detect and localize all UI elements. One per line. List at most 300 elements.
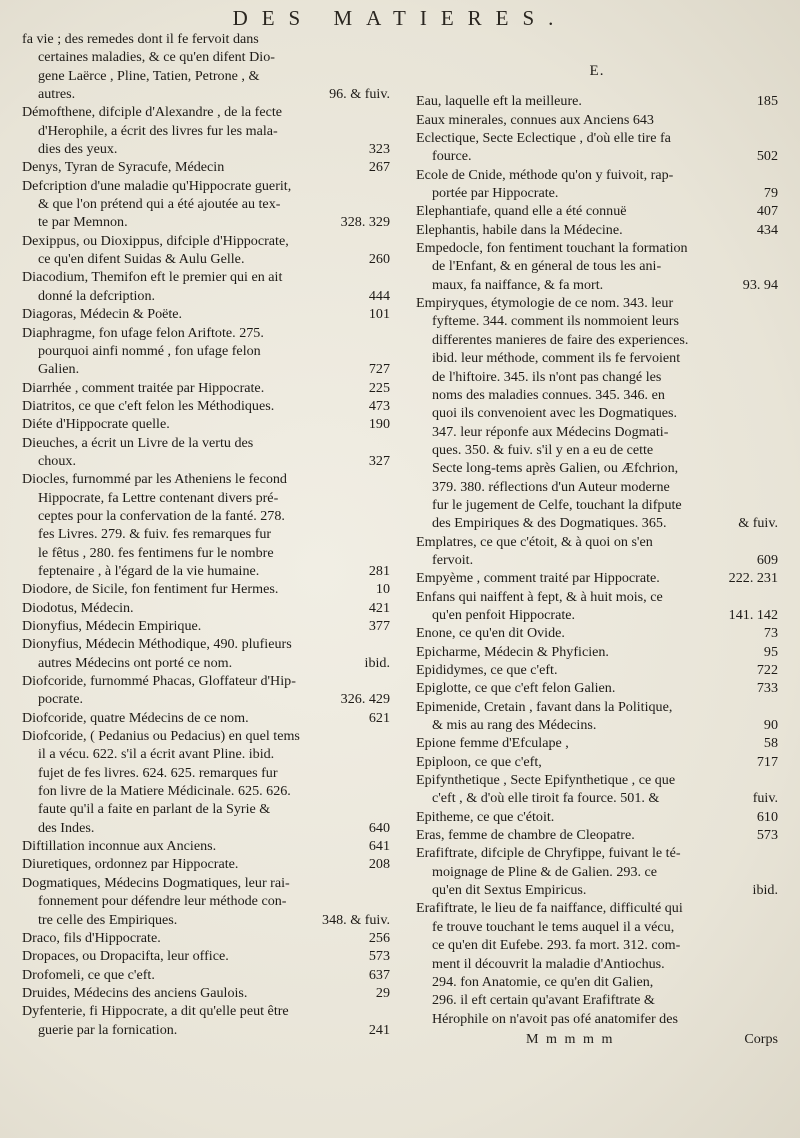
index-entry: [22, 947, 390, 965]
entry-text: Diarrhée , comment traitée par Hippocrate.: [22, 379, 265, 396]
entry-first-line: [22, 103, 390, 121]
entry-text: Defcription d'une maladie qu'Hippocrate guerit,: [22, 177, 292, 194]
entry-text: Diacodium, Themifon eft le premier qui en ait: [22, 269, 283, 286]
entry-text: quoi ils convenoient avec les Dogmatiques.: [432, 405, 678, 422]
entry-continuation-line: [22, 819, 390, 837]
entry-first-line: [416, 753, 778, 771]
index-entry: [416, 92, 778, 110]
entry-text: fonnement pour défendre leur méthode con-: [38, 893, 287, 910]
entry-text: Epifynthetique , Secte Epifynthetique , ce que: [416, 772, 676, 789]
entry-continuation-line: [22, 85, 390, 103]
page-reference: 609: [756, 551, 778, 568]
page-reference: 10: [375, 581, 390, 598]
entry-continuation-line: [416, 1010, 778, 1028]
entry-continuation-line: [416, 606, 778, 624]
index-entry: [22, 874, 390, 929]
entry-text: Diftillation inconnue aux Anciens.: [22, 838, 217, 855]
entry-text: choux.: [38, 452, 76, 469]
index-entry: [22, 929, 390, 947]
entry-text: fervoit.: [432, 551, 474, 568]
entry-continuation-line: [22, 562, 390, 580]
entry-continuation-line: [416, 257, 778, 275]
page-reference: 421: [368, 599, 390, 616]
entry-text: Epicharme, Médecin & Phyficien.: [416, 643, 609, 660]
page-reference: 641: [368, 838, 390, 855]
page-reference: 267: [368, 159, 390, 176]
entry-text: Empiryques, étymologie de ce nom. 343. leur: [416, 295, 674, 312]
entry-text: fyfteme. 344. comment ils nommoient leurs: [432, 313, 679, 330]
entry-first-line: [416, 679, 778, 697]
page-reference: 502: [756, 148, 778, 165]
index-entry: [22, 103, 390, 158]
index-entry: [22, 855, 390, 873]
entry-first-line: [22, 30, 390, 48]
entry-text: fe trouve touchant le tems auquel il a vécu,: [432, 918, 675, 935]
index-entry: [416, 129, 778, 166]
index-entry: [416, 202, 778, 220]
page-reference: 377: [368, 618, 390, 634]
entry-text: & mis au rang des Médecins.: [432, 717, 597, 734]
index-entry: [416, 679, 778, 697]
page-reference: 573: [756, 827, 778, 844]
entry-first-line: [22, 947, 390, 965]
page-reference: fuiv.: [752, 790, 778, 807]
entry-first-line: [416, 588, 778, 606]
page-reference: 260: [368, 251, 390, 268]
index-entry: [416, 569, 778, 587]
entry-text: differentes manieres de faire des experiences.: [432, 331, 689, 348]
entry-first-line: [416, 239, 778, 257]
index-entry: [416, 239, 778, 294]
entry-text: faute qu'il a faite en parlant de la Syrie &: [38, 801, 271, 818]
entry-text: donné la defcription.: [38, 287, 156, 304]
index-entry: [22, 305, 390, 323]
entry-text: fa vie ; des remedes dont il fe fervoit dans: [22, 31, 259, 47]
entry-first-line: [22, 837, 390, 855]
index-entry: [22, 379, 390, 397]
entry-continuation-line: [416, 441, 778, 459]
entry-text: guerie par la fornication.: [38, 1021, 178, 1038]
entry-text: autres.: [38, 86, 76, 103]
index-entry: [416, 734, 778, 752]
page-reference: 185: [756, 93, 778, 110]
page-reference: 141. 142: [728, 606, 778, 623]
page-reference: 79: [763, 185, 778, 202]
index-entry: [22, 966, 390, 984]
page-reference: 58: [763, 735, 778, 752]
entry-text: fes Livres. 279. & fuiv. fes remarques fur: [38, 526, 272, 543]
index-entry: [416, 826, 778, 844]
entry-continuation-line: [22, 122, 390, 140]
entry-text: Diofcoride, quatre Médecins de ce nom.: [22, 709, 249, 726]
entry-text: Draco, fils d'Hippocrate.: [22, 929, 161, 946]
index-entry: [416, 771, 778, 808]
entry-continuation-line: [22, 360, 390, 378]
index-entry: [22, 635, 390, 672]
entry-first-line: [416, 624, 778, 642]
entry-text: te par Memnon.: [38, 214, 128, 231]
entry-first-line: [416, 166, 778, 184]
entry-text: fujet de fes livres. 624. 625. remarques fur: [38, 764, 278, 781]
entry-first-line: [22, 929, 390, 947]
page-reference: 241: [368, 1021, 390, 1038]
entry-text: 296. il eft certain qu'avant Erafiftrate &: [432, 992, 655, 1009]
entry-text: Epiglotte, ce que c'eft felon Galien.: [416, 680, 616, 697]
entry-text: c'eft , & d'où elle tiroit fa fource. 501. &: [432, 790, 660, 807]
index-entry: [416, 533, 778, 570]
entry-text: Hérophile on n'avoit pas ofé anatomifer des: [432, 1010, 678, 1027]
entry-continuation-line: [416, 184, 778, 202]
entry-first-line: [22, 268, 390, 286]
entry-continuation-line: [416, 496, 778, 514]
entry-continuation-line: [22, 544, 390, 562]
entry-text: Dyfenterie, fi Hippocrate, a dit qu'elle peut être: [22, 1003, 289, 1020]
page-reference: 348. & fuiv.: [322, 911, 390, 928]
page-reference: ibid.: [752, 882, 778, 899]
page-reference: 29: [375, 984, 390, 1001]
entry-first-line: [416, 643, 778, 661]
page-reference: 96. & fuiv.: [329, 86, 390, 103]
index-entry: [416, 221, 778, 239]
entry-continuation-line: [416, 514, 778, 532]
entry-continuation-line: [22, 67, 390, 85]
entry-continuation-line: [416, 404, 778, 422]
entry-first-line: [416, 202, 778, 220]
index-entry: [22, 599, 390, 617]
signature-mark: M m m m m: [526, 1030, 615, 1047]
entry-continuation-line: [22, 195, 390, 213]
entry-text: Diuretiques, ordonnez par Hippocrate.: [22, 856, 239, 873]
entry-text: Dieuches, a écrit un Livre de la vertu des: [22, 434, 254, 451]
index-entry: [22, 470, 390, 580]
entry-text: Hippocrate, fa Lettre contenant divers pré-: [38, 489, 279, 506]
entry-text: Eras, femme de chambre de Cleopatre.: [416, 827, 635, 844]
entry-continuation-line: [416, 423, 778, 441]
entry-text: Diéte d'Hippocrate quelle.: [22, 416, 170, 433]
entry-first-line: [22, 470, 390, 488]
entry-continuation-line: [22, 287, 390, 305]
page-reference: 444: [368, 287, 390, 304]
entry-text: certaines maladies, & ce qu'en difent Dio-: [38, 49, 275, 66]
page-reference: ibid.: [364, 654, 390, 671]
entry-first-line: [22, 709, 390, 727]
page-reference: & fuiv.: [738, 515, 778, 532]
entry-text: Galien.: [38, 361, 80, 378]
page-reference: 733: [756, 680, 778, 697]
index-entry: [416, 753, 778, 771]
entry-first-line: [416, 294, 778, 312]
entry-text: il a vécu. 622. s'il a écrit avant Pline. ibid.: [38, 746, 275, 763]
entry-text: Dexippus, ou Dioxippus, difciple d'Hippocrate,: [22, 232, 289, 249]
entry-first-line: [416, 129, 778, 147]
entry-text: Epididymes, ce que c'eft.: [416, 662, 558, 678]
entry-text: qu'en penfoit Hippocrate.: [432, 606, 576, 623]
entry-continuation-line: [416, 312, 778, 330]
entry-text: fource.: [432, 148, 472, 165]
entry-continuation-line: [416, 478, 778, 496]
entry-text: portée par Hippocrate.: [432, 185, 559, 202]
left-column: [22, 30, 390, 1039]
entry-first-line: [416, 661, 778, 679]
index-entry: [416, 588, 778, 625]
entry-first-line: [22, 158, 390, 176]
entry-text: gene Laërce , Pline, Tatien, Petrone , &: [38, 67, 260, 84]
entry-first-line: [22, 305, 390, 323]
entry-text: tre celle des Empiriques.: [38, 911, 178, 928]
entry-text: Denys, Tyran de Syracufe, Médecin: [22, 159, 225, 176]
page-reference: 323: [368, 141, 390, 158]
entry-continuation-line: [416, 918, 778, 936]
index-entry: [22, 580, 390, 598]
entry-continuation-line: [22, 213, 390, 231]
entry-text: Diodore, de Sicile, fon fentiment fur Hermes.: [22, 581, 279, 598]
entry-continuation-line: [416, 789, 778, 807]
index-entry: [416, 844, 778, 899]
entry-text: qu'en dit Sextus Empiricus.: [432, 882, 587, 899]
page-reference: 727: [368, 361, 390, 378]
index-entry: [22, 268, 390, 305]
entry-continuation-line: [22, 800, 390, 818]
entry-continuation-line: [22, 342, 390, 360]
entry-first-line: [22, 984, 390, 1002]
entry-first-line: [22, 855, 390, 873]
entry-text: Diaphragme, fon ufage felon Ariftote. 275.: [22, 324, 264, 341]
entry-continuation-line: [22, 782, 390, 800]
entry-text: Diofcoride, ( Pedanius ou Pedacius) en quel tems: [22, 728, 300, 745]
index-entry: [416, 111, 778, 129]
entry-text: Epione femme d'Efculape ,: [416, 735, 569, 752]
entry-text: ment il découvrit la maladie d'Antiochus.: [432, 955, 665, 972]
entry-continuation-line: [22, 489, 390, 507]
entry-first-line: [22, 379, 390, 397]
index-entry: [416, 624, 778, 642]
entry-text: Secte long-tems après Galien, ou Æfchrion,: [432, 460, 679, 477]
page-reference: 327: [368, 452, 390, 469]
entry-first-line: [416, 221, 778, 239]
entry-first-line: [22, 617, 390, 635]
entry-text: fon livre de la Matiere Médicinale. 625. 626.: [38, 783, 291, 800]
entry-text: de l'Enfant, & en géneral de tous les ani-: [432, 258, 662, 275]
entry-continuation-line: [416, 936, 778, 954]
entry-text: Emplatres, ce que c'étoit, & à quoi on s'en: [416, 533, 653, 550]
entry-first-line: [22, 415, 390, 433]
entry-continuation-line: [22, 250, 390, 268]
right-column: [416, 62, 778, 1048]
entry-first-line: [22, 599, 390, 617]
entry-first-line: [416, 771, 778, 789]
page-reference: 101: [368, 306, 390, 323]
page-reference: 621: [368, 709, 390, 726]
entry-continuation-line: [416, 147, 778, 165]
entry-first-line: [416, 826, 778, 844]
entry-text: Diocles, furnommé par les Atheniens le fecond: [22, 471, 287, 488]
entry-continuation-line: [22, 1021, 390, 1039]
entry-text: 347. leur réponfe aux Médecins Dogmati-: [432, 423, 669, 440]
index-entry: [22, 709, 390, 727]
index-entry: [416, 698, 778, 735]
entry-continuation-line: [22, 507, 390, 525]
entry-continuation-line: [416, 863, 778, 881]
entry-text: Eclectique, Secte Eclectique , d'où elle tire fa: [416, 130, 671, 147]
entry-first-line: [22, 434, 390, 452]
entry-continuation-line: [416, 881, 778, 899]
page-reference: 610: [756, 808, 778, 825]
entry-text: ibid. leur méthode, comment ils fe fervoient: [432, 350, 681, 367]
entry-text: Epimenide, Cretain , favant dans la Politique,: [416, 698, 673, 715]
entry-text: 294. fon Anatomie, ce qu'en dit Galien,: [432, 973, 654, 990]
right-entries: [416, 92, 778, 1028]
entry-text: ques. 350. & fuiv. s'il y en a eu de cette: [432, 441, 654, 458]
entry-first-line: [416, 844, 778, 862]
entry-text: Diagoras, Médecin & Poëte.: [22, 306, 183, 323]
index-entry: [22, 984, 390, 1002]
entry-text: des Indes.: [38, 819, 95, 836]
entry-continuation-line: [22, 745, 390, 763]
entry-continuation-line: [416, 349, 778, 367]
entry-first-line: [22, 324, 390, 342]
entry-text: de l'hiftoire. 345. ils n'ont pas changé les: [432, 368, 662, 385]
index-entry: [416, 294, 778, 532]
entry-continuation-line: [22, 525, 390, 543]
entry-text: Ecole de Cnide, méthode qu'on y fuivoit, rap-: [416, 166, 674, 183]
entry-continuation-line: [416, 459, 778, 477]
entry-text: Epitheme, ce que c'étoit.: [416, 808, 555, 825]
entry-text: Dionyfius, Médecin Méthodique, 490. plufieurs: [22, 636, 292, 653]
entry-text: ce qu'en dit Eufebe. 293. fa mort. 312. com-: [432, 937, 681, 954]
index-entry: [22, 434, 390, 471]
index-entry: [22, 727, 390, 837]
entry-continuation-line: [416, 955, 778, 973]
entry-first-line: [416, 808, 778, 826]
entry-first-line: [22, 232, 390, 250]
entry-text: Elephantis, habile dans la Médecine.: [416, 221, 623, 238]
page-reference: 407: [756, 203, 778, 220]
entry-text: 379. 380. réflections d'un Auteur moderne: [432, 478, 670, 495]
entry-first-line: [22, 580, 390, 598]
entry-first-line: [22, 635, 390, 653]
index-entry: [22, 177, 390, 232]
page-reference: 640: [368, 819, 390, 836]
entry-continuation-line: [22, 654, 390, 672]
page-reference: 208: [368, 856, 390, 873]
catchword-line: [416, 1030, 778, 1048]
index-entry: [22, 1002, 390, 1039]
index-entry: [22, 837, 390, 855]
entry-text: Enone, ce qu'en dit Ovide.: [416, 625, 565, 642]
entry-text: feptenaire , à l'égard de la vie humaine.: [38, 562, 260, 579]
entry-text: Erafiftrate, difciple de Chryfippe, fuivant le té-: [416, 845, 681, 862]
entry-text: Epiploon, ce que c'eft,: [416, 753, 542, 770]
index-entry: [416, 643, 778, 661]
entry-text: maux, fa naiffance, & fa mort.: [432, 276, 604, 293]
entry-first-line: [22, 727, 390, 745]
page-reference: 225: [368, 379, 390, 396]
page-reference: 573: [368, 948, 390, 965]
page-reference: 473: [368, 397, 390, 414]
page-reference: 93. 94: [742, 276, 778, 293]
entry-first-line: [416, 569, 778, 587]
index-entry: [22, 672, 390, 709]
entry-continuation-line: [22, 911, 390, 929]
entry-continuation-line: [416, 551, 778, 569]
entry-first-line: [22, 874, 390, 892]
entry-continuation-line: [22, 452, 390, 470]
index-entry: [22, 397, 390, 415]
entry-text: & que l'on prétend qui a été ajoutée au tex-: [38, 196, 281, 213]
entry-first-line: [416, 899, 778, 917]
entry-text: ceptes pour la confervation de la fanté. 278.: [38, 507, 285, 524]
entry-text: Erafiftrate, le lieu de fa naiffance, difficulté qui: [416, 900, 683, 917]
entry-continuation-line: [416, 368, 778, 386]
entry-continuation-line: [22, 690, 390, 708]
index-entry: [416, 661, 778, 679]
entry-text: des Empiriques & des Dogmatiques. 365.: [432, 515, 667, 532]
entry-text: Druides, Médecins des anciens Gaulois.: [22, 984, 248, 1001]
page-reference: 328. 329: [340, 214, 390, 231]
entry-text: autres Médecins ont porté ce nom.: [38, 654, 233, 671]
entry-continuation-line: [22, 892, 390, 910]
page-reference: 326. 429: [340, 691, 390, 708]
catchword: Corps: [744, 1030, 778, 1047]
entry-text: pocrate.: [38, 691, 83, 708]
index-entry: [22, 324, 390, 379]
page-reference: 281: [368, 562, 390, 579]
page-reference: 637: [368, 966, 390, 983]
entry-continuation-line: [416, 386, 778, 404]
running-head: DES MATIERES.: [232, 6, 568, 30]
page-reference: 90: [763, 717, 778, 734]
entry-first-line: [416, 92, 778, 110]
entry-text: Enfans qui naiffent à fept, & à huit mois, ce: [416, 588, 663, 605]
entry-text: d'Herophile, a écrit des livres fur les mala-: [38, 122, 278, 139]
entry-text: Drofomeli, ce que c'eft.: [22, 966, 155, 983]
entry-text: Dropaces, ou Dropacifta, leur office.: [22, 948, 229, 965]
page-reference: 434: [756, 221, 778, 238]
entry-continuation-line: [22, 48, 390, 66]
entry-first-line: [22, 177, 390, 195]
entry-first-line: [416, 734, 778, 752]
entry-continuation-line: [416, 973, 778, 991]
index-entry: [416, 166, 778, 203]
page-reference: 222. 231: [728, 570, 778, 587]
entry-text: noms des maladies connues. 345. 346. en: [432, 386, 665, 403]
entry-text: Diatritos, ce que c'eft felon les Méthodiques.: [22, 397, 275, 414]
entry-first-line: [22, 1002, 390, 1020]
entry-text: Eau, laquelle eft la meilleure.: [416, 93, 582, 110]
index-entry: [22, 415, 390, 433]
page-reference: 95: [763, 643, 778, 660]
page-reference: 190: [368, 416, 390, 433]
page-reference: 722: [756, 662, 778, 678]
entry-text: fur le jugement de Celfe, touchant la difpute: [432, 496, 682, 513]
entry-text: Eaux minerales, connues aux Anciens 643: [416, 111, 654, 128]
entry-text: moignage de Pline & de Galien. 293. ce: [432, 863, 658, 880]
entry-first-line: [416, 698, 778, 716]
entry-text: ce qu'en difent Suidas & Aulu Gelle.: [38, 251, 245, 268]
index-entry: [416, 808, 778, 826]
index-entry: [22, 158, 390, 176]
entry-continuation-line: [22, 764, 390, 782]
entry-first-line: [22, 397, 390, 415]
entry-text: Diofcoride, furnommé Phacas, Gloffateur d'Hip-: [22, 673, 296, 690]
entry-text: Diodotus, Médecin.: [22, 599, 134, 616]
entry-text: le fêtus , 280. fes fentimens fur le nombre: [38, 544, 274, 561]
entry-first-line: [22, 672, 390, 690]
index-entry: [22, 617, 390, 635]
index-entry: [416, 899, 778, 1027]
entry-text: Empyème , comment traité par Hippocrate.: [416, 570, 660, 587]
entry-text: Dionyfius, Médecin Empirique.: [22, 618, 202, 634]
